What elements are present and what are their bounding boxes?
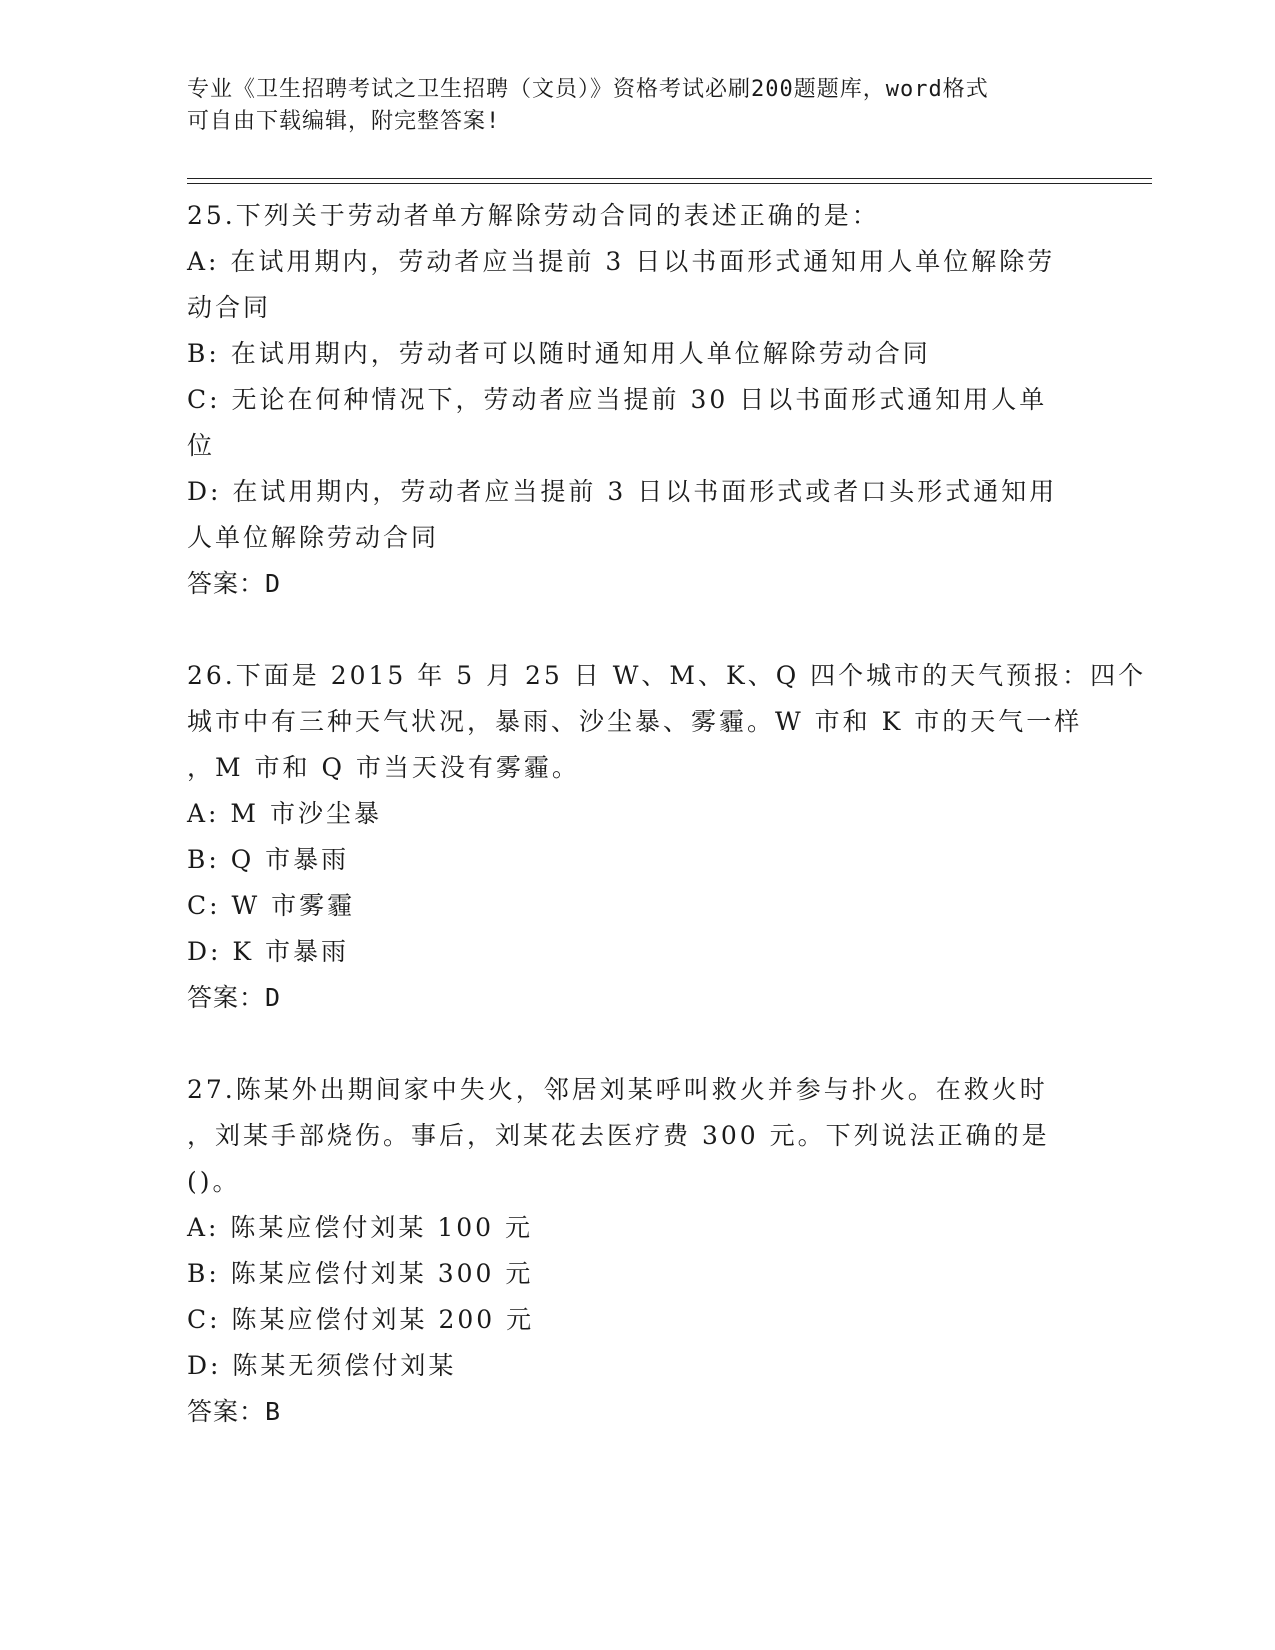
question-spacer <box>187 607 1087 653</box>
option-c: C: W 市雾霾 <box>187 891 356 920</box>
question-text-line: ，刘某手部烧伤。事后，刘某花去医疗费 300 元。下列说法正确的是 <box>187 1121 1050 1150</box>
header-line-1: 专业《卫生招聘考试之卫生招聘（文员）》资格考试必刷200题题库，word格式 <box>187 77 989 102</box>
header-line-2: 可自由下载编辑，附完整答案! <box>187 109 501 134</box>
question-list <box>187 193 1147 1435</box>
option-d: D: 在试用期内，劳动者应当提前 3 日以书面形式或者口头形式通知用 <box>187 477 1058 506</box>
question-26 <box>187 653 1147 1021</box>
question-text-line: 25.下列关于劳动者单方解除劳动合同的表述正确的是： <box>187 201 880 230</box>
option-a-continued: 动合同 <box>187 293 272 322</box>
option-b: B: 在试用期内，劳动者可以随时通知用人单位解除劳动合同 <box>187 339 931 368</box>
option-d-continued: 人单位解除劳动合同 <box>187 523 440 552</box>
answer-line: 答案：D <box>187 569 282 598</box>
question-text-line: 27.陈某外出期间家中失火，邻居刘某呼叫救火并参与扑火。在救火时 <box>187 1075 1048 1104</box>
option-a: A: 陈某应偿付刘某 100 元 <box>187 1213 534 1242</box>
question-spacer <box>187 1021 1087 1067</box>
header-rule-top <box>187 178 1152 179</box>
option-c: C: 无论在何种情况下，劳动者应当提前 30 日以书面形式通知用人单 <box>187 385 1048 414</box>
option-c: C: 陈某应偿付刘某 200 元 <box>187 1305 535 1334</box>
option-d: D: 陈某无须偿付刘某 <box>187 1351 457 1380</box>
option-b: B: Q 市暴雨 <box>187 845 350 874</box>
header-rule-bottom <box>187 183 1152 184</box>
question-27 <box>187 1067 1087 1435</box>
option-b: B: 陈某应偿付刘某 300 元 <box>187 1259 534 1288</box>
answer-line: 答案：B <box>187 1397 282 1426</box>
question-25 <box>187 193 1087 607</box>
option-a: A: 在试用期内，劳动者应当提前 3 日以书面形式通知用人单位解除劳 <box>187 247 1056 276</box>
option-a: A: M 市沙尘暴 <box>187 799 382 828</box>
answer-line: 答案：D <box>187 983 282 1012</box>
question-text-line: ，M 市和 Q 市当天没有雾霾。 <box>187 753 580 782</box>
document-header <box>187 74 1067 138</box>
question-text-line: 城市中有三种天气状况，暴雨、沙尘暴、雾霾。W 市和 K 市的天气一样 <box>187 707 1083 736</box>
question-text-line: ()。 <box>187 1167 241 1196</box>
question-text-line: 26.下面是 2015 年 5 月 25 日 W、M、K、Q 四个城市的天气预报：四个 <box>187 661 1147 690</box>
option-d: D: K 市暴雨 <box>187 937 350 966</box>
option-c-continued: 位 <box>187 431 216 460</box>
